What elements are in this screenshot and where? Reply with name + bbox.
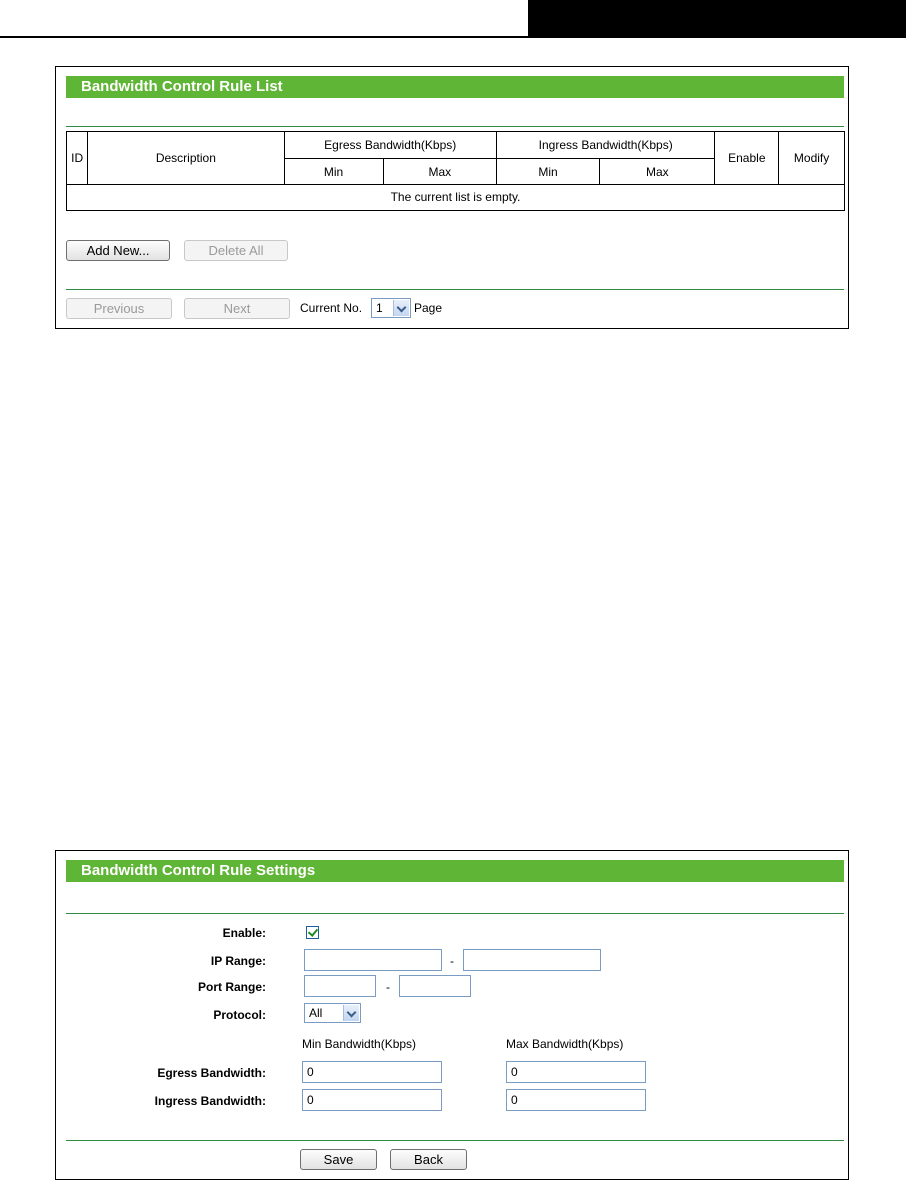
rule-settings-title: Bandwidth Control Rule Settings <box>66 860 844 882</box>
enable-label: Enable: <box>222 926 266 940</box>
max-bandwidth-header: Max Bandwidth(Kbps) <box>506 1037 624 1051</box>
protocol-label: Protocol: <box>213 1008 266 1022</box>
min-bandwidth-header: Min Bandwidth(Kbps) <box>302 1037 417 1051</box>
rule-list-panel <box>55 66 849 329</box>
protocol-select-value: All <box>309 1006 323 1020</box>
previous-button[interactable]: Previous <box>66 298 172 319</box>
protocol-select[interactable] <box>304 1003 361 1023</box>
current-no-label: Current No. <box>300 301 363 315</box>
back-button[interactable]: Back <box>390 1149 467 1170</box>
empty-list-message: The current list is empty. <box>67 184 845 210</box>
ip-range-separator: - <box>450 954 454 968</box>
ip-range-label: IP Range: <box>210 954 266 968</box>
ip-start-input[interactable] <box>304 949 442 971</box>
rules-table <box>66 131 845 211</box>
col-egress-max: Max <box>383 159 496 184</box>
ingress-bandwidth-label: Ingress Bandwidth: <box>154 1094 266 1108</box>
chevron-down-icon <box>343 1005 359 1021</box>
ingress-min-input[interactable] <box>302 1089 442 1111</box>
add-new-button[interactable]: Add New... <box>66 240 170 261</box>
header-rule <box>0 36 906 38</box>
col-egress: Egress Bandwidth(Kbps) <box>284 132 496 159</box>
col-ingress-max: Max <box>600 159 715 184</box>
col-ingress: Ingress Bandwidth(Kbps) <box>496 132 715 159</box>
col-egress-min: Min <box>284 159 383 184</box>
page-label: Page <box>414 301 443 315</box>
port-end-input[interactable] <box>399 975 471 997</box>
port-range-label: Port Range: <box>197 980 266 994</box>
divider <box>66 1140 844 1141</box>
divider <box>66 126 844 127</box>
rule-list-title: Bandwidth Control Rule List <box>66 76 844 98</box>
header-black-block <box>528 0 906 38</box>
save-button[interactable]: Save <box>300 1149 377 1170</box>
delete-all-button[interactable]: Delete All <box>184 240 288 261</box>
col-description: Description <box>88 132 284 185</box>
col-modify: Modify <box>779 132 845 185</box>
col-id: ID <box>67 132 88 185</box>
ingress-max-input[interactable] <box>506 1089 646 1111</box>
egress-bandwidth-label: Egress Bandwidth: <box>157 1066 266 1080</box>
divider <box>66 289 844 290</box>
port-range-separator: - <box>386 980 390 994</box>
col-enable: Enable <box>715 132 779 185</box>
egress-min-input[interactable] <box>302 1061 442 1083</box>
next-button[interactable]: Next <box>184 298 290 319</box>
chevron-down-icon <box>393 300 409 316</box>
enable-checkbox[interactable] <box>306 926 319 939</box>
port-start-input[interactable] <box>304 975 376 997</box>
divider <box>66 913 844 914</box>
page-select-value: 1 <box>376 301 383 315</box>
rule-settings-panel <box>55 850 849 1180</box>
page-select[interactable] <box>371 298 411 318</box>
egress-max-input[interactable] <box>506 1061 646 1083</box>
col-ingress-min: Min <box>496 159 599 184</box>
ip-end-input[interactable] <box>463 949 601 971</box>
